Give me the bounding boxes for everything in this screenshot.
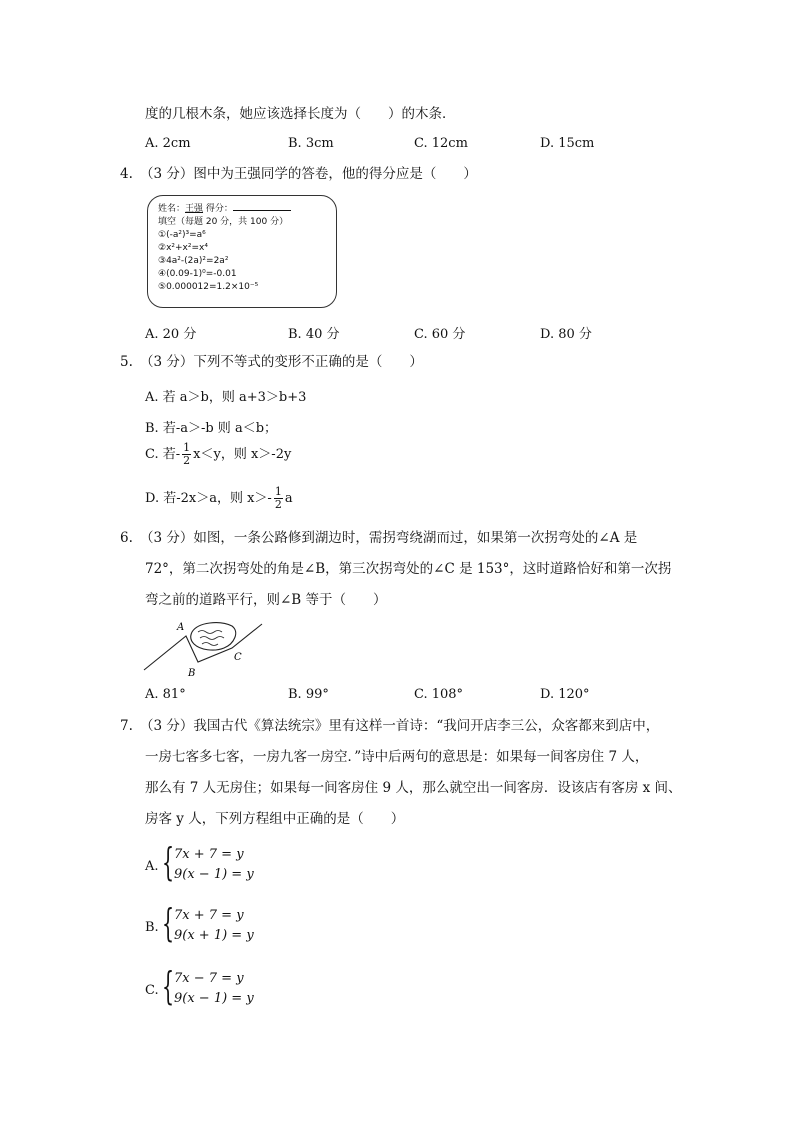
q5-c-suffix: x＜y，则 x＞-2y <box>193 447 292 462</box>
q3-option-b[interactable]: B. 3cm <box>288 136 334 151</box>
q6-text-line-2: 72°，第二次拐弯处的角是∠B，第三次拐弯处的∠C 是 153°，这时道路恰好和第一次拐 <box>145 561 672 577</box>
q4-option-d[interactable]: D. 80 分 <box>540 327 592 342</box>
card-item-3: ③4a²-(2a)²=2a² <box>158 256 229 266</box>
fraction-one-half: $\frac{1}{2}$ <box>183 441 191 467</box>
lake-wave <box>200 637 224 640</box>
q7-number: 7. <box>120 718 133 734</box>
brace-icon: { <box>162 840 175 884</box>
brace-icon: { <box>162 901 175 945</box>
q7-text-line-3: 那么有 7 人无房住；如果每一间客房住 9 人，那么就空出一间客房．设该店有客房 x 间、 <box>145 780 682 796</box>
q5-option-b[interactable]: B. 若-a＞-b 则 a＜b； <box>145 421 278 436</box>
label-b: B <box>188 668 196 679</box>
equation-1: 7x − 7 = y <box>174 971 244 986</box>
q5-number: 5. <box>120 354 133 370</box>
equation-2: 9(x + 1) = y <box>174 928 254 943</box>
q7-option-b-system[interactable] <box>162 901 262 948</box>
q5-option-d[interactable] <box>145 486 293 511</box>
q7-option-a-label[interactable]: A. <box>145 859 159 874</box>
q6-text-line-3: 弯之前的道路平行，则∠B 等于（ ） <box>145 592 387 608</box>
q4-option-c[interactable]: C. 60 分 <box>414 327 466 342</box>
equation-1: 7x + 7 = y <box>174 908 244 923</box>
q6-option-d[interactable]: D. 120° <box>540 687 590 702</box>
brace-icon: { <box>162 964 175 1008</box>
q7-text-line-2: 一房七客多七客，一房九客一房空．”诗中后两句的意思是：如果每一间客房住 7 人， <box>145 749 649 765</box>
card-name-row <box>158 201 326 216</box>
score-label: 得分： <box>203 204 233 214</box>
q7-option-b-label[interactable]: B. <box>145 920 159 935</box>
q4-option-a[interactable]: A. 20 分 <box>145 327 197 342</box>
q7-text-line-1: （3 分）我国古代《算法统宗》里有这样一首诗：“我问开店李三公，众客都来到店中， <box>140 718 660 734</box>
q3-option-d[interactable]: D. 15cm <box>540 136 595 151</box>
equation-2: 9(x − 1) = y <box>174 867 254 882</box>
q5-d-suffix: a <box>284 491 293 506</box>
card-item-1: ①(-a²)³=a⁶ <box>158 230 206 240</box>
label-a: A <box>177 622 185 633</box>
q5-option-a[interactable]: A. 若 a＞b，则 a+3＞b+3 <box>145 390 307 405</box>
lake-outline <box>191 623 236 650</box>
card-item-2: ②x²+x²=x⁴ <box>158 243 208 253</box>
label-c: C <box>234 652 242 663</box>
q6-option-b[interactable]: B. 99° <box>288 687 329 702</box>
equation-1: 7x + 7 = y <box>174 847 244 862</box>
name-label: 姓名： <box>158 204 186 214</box>
road-lake-diagram <box>140 614 270 680</box>
q6-option-a[interactable]: A. 81° <box>145 687 186 702</box>
q4-number: 4. <box>120 166 133 182</box>
q3-text-tail: 度的几根木条，她应该选择长度为（ ）的木条． <box>145 106 456 122</box>
q6-option-c[interactable]: C. 108° <box>414 687 464 702</box>
q7-option-a-system[interactable] <box>162 840 262 887</box>
q5-c-prefix: C. 若- <box>145 447 181 462</box>
q6-number: 6. <box>120 530 133 546</box>
score-blank <box>233 201 291 211</box>
lake-wave <box>198 631 222 634</box>
q3-option-a[interactable]: A. 2cm <box>145 136 191 151</box>
name-value: 王强 <box>185 204 204 214</box>
q7-option-c-label[interactable]: C. <box>145 983 159 998</box>
answer-sheet-card <box>147 195 337 308</box>
q4-option-b[interactable]: B. 40 分 <box>288 327 340 342</box>
q5-text: （3 分）下列不等式的变形不正确的是（ ） <box>140 354 423 370</box>
q3-option-c[interactable]: C. 12cm <box>414 136 468 151</box>
lake-wave <box>202 643 218 646</box>
q7-option-c-system[interactable] <box>162 964 262 1011</box>
fraction-one-half: $\frac{1}{2}$ <box>274 485 282 511</box>
equation-2: 9(x − 1) = y <box>174 991 254 1006</box>
q5-d-prefix: D. 若-2x＞a，则 x＞- <box>145 491 272 506</box>
q5-option-c[interactable] <box>145 442 291 467</box>
q6-text-line-1: （3 分）如图，一条公路修到湖边时，需拐弯绕湖而过，如果第一次拐弯处的∠A 是 <box>140 530 638 546</box>
q7-text-line-4: 房客 y 人，下列方程组中正确的是（ ） <box>145 811 405 827</box>
card-header: 填空（每题 20 分，共 100 分） <box>158 217 289 227</box>
card-item-5: ⑤0.000012=1.2×10⁻⁵ <box>158 282 259 292</box>
card-item-4: ④(0.09-1)⁰=-0.01 <box>158 269 237 279</box>
q4-text: （3 分）图中为王强同学的答卷，他的得分应是（ ） <box>140 166 477 182</box>
